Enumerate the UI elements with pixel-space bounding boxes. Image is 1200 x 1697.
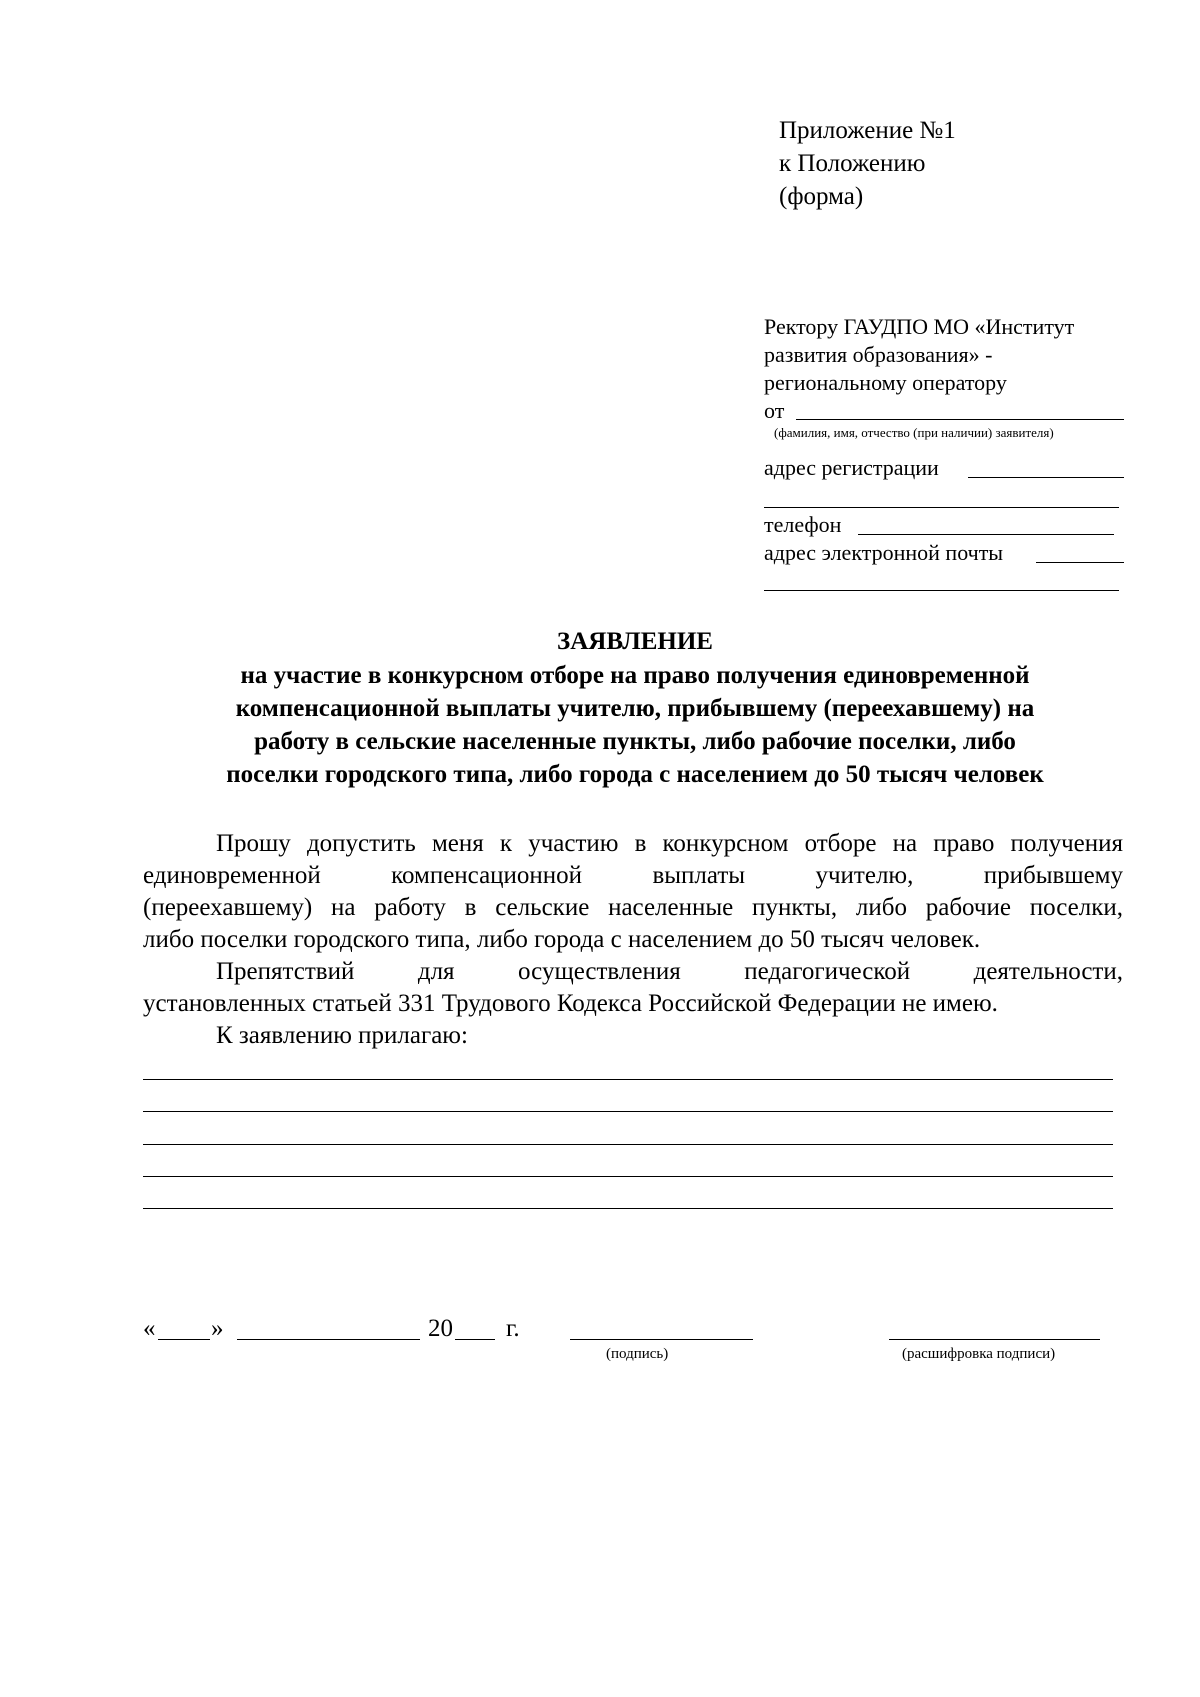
heading-line-3: работу в сельские населенные пункты, либо рабочие поселки, либо [254,728,1016,755]
attachment-line-1[interactable] [143,1079,1113,1080]
email-field-2[interactable] [764,590,1119,591]
attachment-line-3[interactable] [143,1144,1113,1145]
date-year-prefix: 20 [428,1315,453,1342]
signature-decode-caption: (расшифровка подписи) [902,1346,1056,1362]
appendix-form-note: (форма) [779,183,864,210]
paragraph-1-line-4: либо поселки городского типа, либо города с населением до 50 тысяч человек. [143,926,981,953]
from-name-caption: (фамилия, имя, отчество (при наличии) заявителя) [774,425,1054,440]
email-field[interactable] [1036,562,1124,563]
date-month-field[interactable] [237,1339,420,1340]
date-quote-open: « [143,1315,156,1342]
addressee-line-2: развития образования» - [764,342,993,367]
appendix-number: Приложение №1 [779,117,956,144]
date-year-suffix: г. [506,1315,520,1342]
heading-line-1: на участие в конкурсном отборе на право получения единовременной [240,662,1030,689]
signature-decode-field[interactable] [889,1339,1100,1340]
attachment-line-2[interactable] [143,1111,1113,1112]
paragraph-2-line-1: Препятствий для осуществления педагогической деятельности, [216,958,1123,985]
paragraph-2-line-2: установленных статьей 331 Трудового Кодекса Российской Федерации не имею. [143,990,998,1017]
paragraph-1-line-1: Прошу допустить меня к участию в конкурсном отборе на право получения [216,830,1123,857]
reg-address-field-2[interactable] [764,507,1119,508]
reg-address-label: адрес регистрации [764,455,939,480]
signature-caption: (подпись) [606,1346,669,1362]
attachments-label: К заявлению прилагаю: [216,1022,468,1049]
document-title: ЗАЯВЛЕНИЕ [557,628,713,655]
heading-line-2: компенсационной выплаты учителю, прибывшему (переехавшему) на [235,695,1035,722]
date-year-field[interactable] [455,1339,495,1340]
attachment-line-5[interactable] [143,1208,1113,1209]
signature-field[interactable] [570,1339,753,1340]
paragraph-1-line-2: единовременной компенсационной выплаты учителю, прибывшему [143,862,1123,889]
from-label: от [764,398,785,423]
date-quote-close: » [211,1315,224,1342]
from-name-field[interactable] [796,419,1124,420]
addressee-line-1: Ректору ГАУДПО МО «Институт [764,314,1075,339]
date-day-field[interactable] [158,1339,210,1340]
addressee-line-3: региональному оператору [764,370,1007,395]
appendix-reference: к Положению [779,150,926,177]
heading-line-4: поселки городского типа, либо города с населением до 50 тысяч человек [226,761,1044,788]
reg-address-field[interactable] [968,477,1124,478]
email-label: адрес электронной почты [764,540,1004,565]
paragraph-1-line-3: (переехавшему) на работу в сельские населенные пункты, либо рабочие поселки, [143,894,1123,921]
attachment-line-4[interactable] [143,1176,1113,1177]
phone-label: телефон [764,512,842,537]
phone-field[interactable] [858,534,1114,535]
